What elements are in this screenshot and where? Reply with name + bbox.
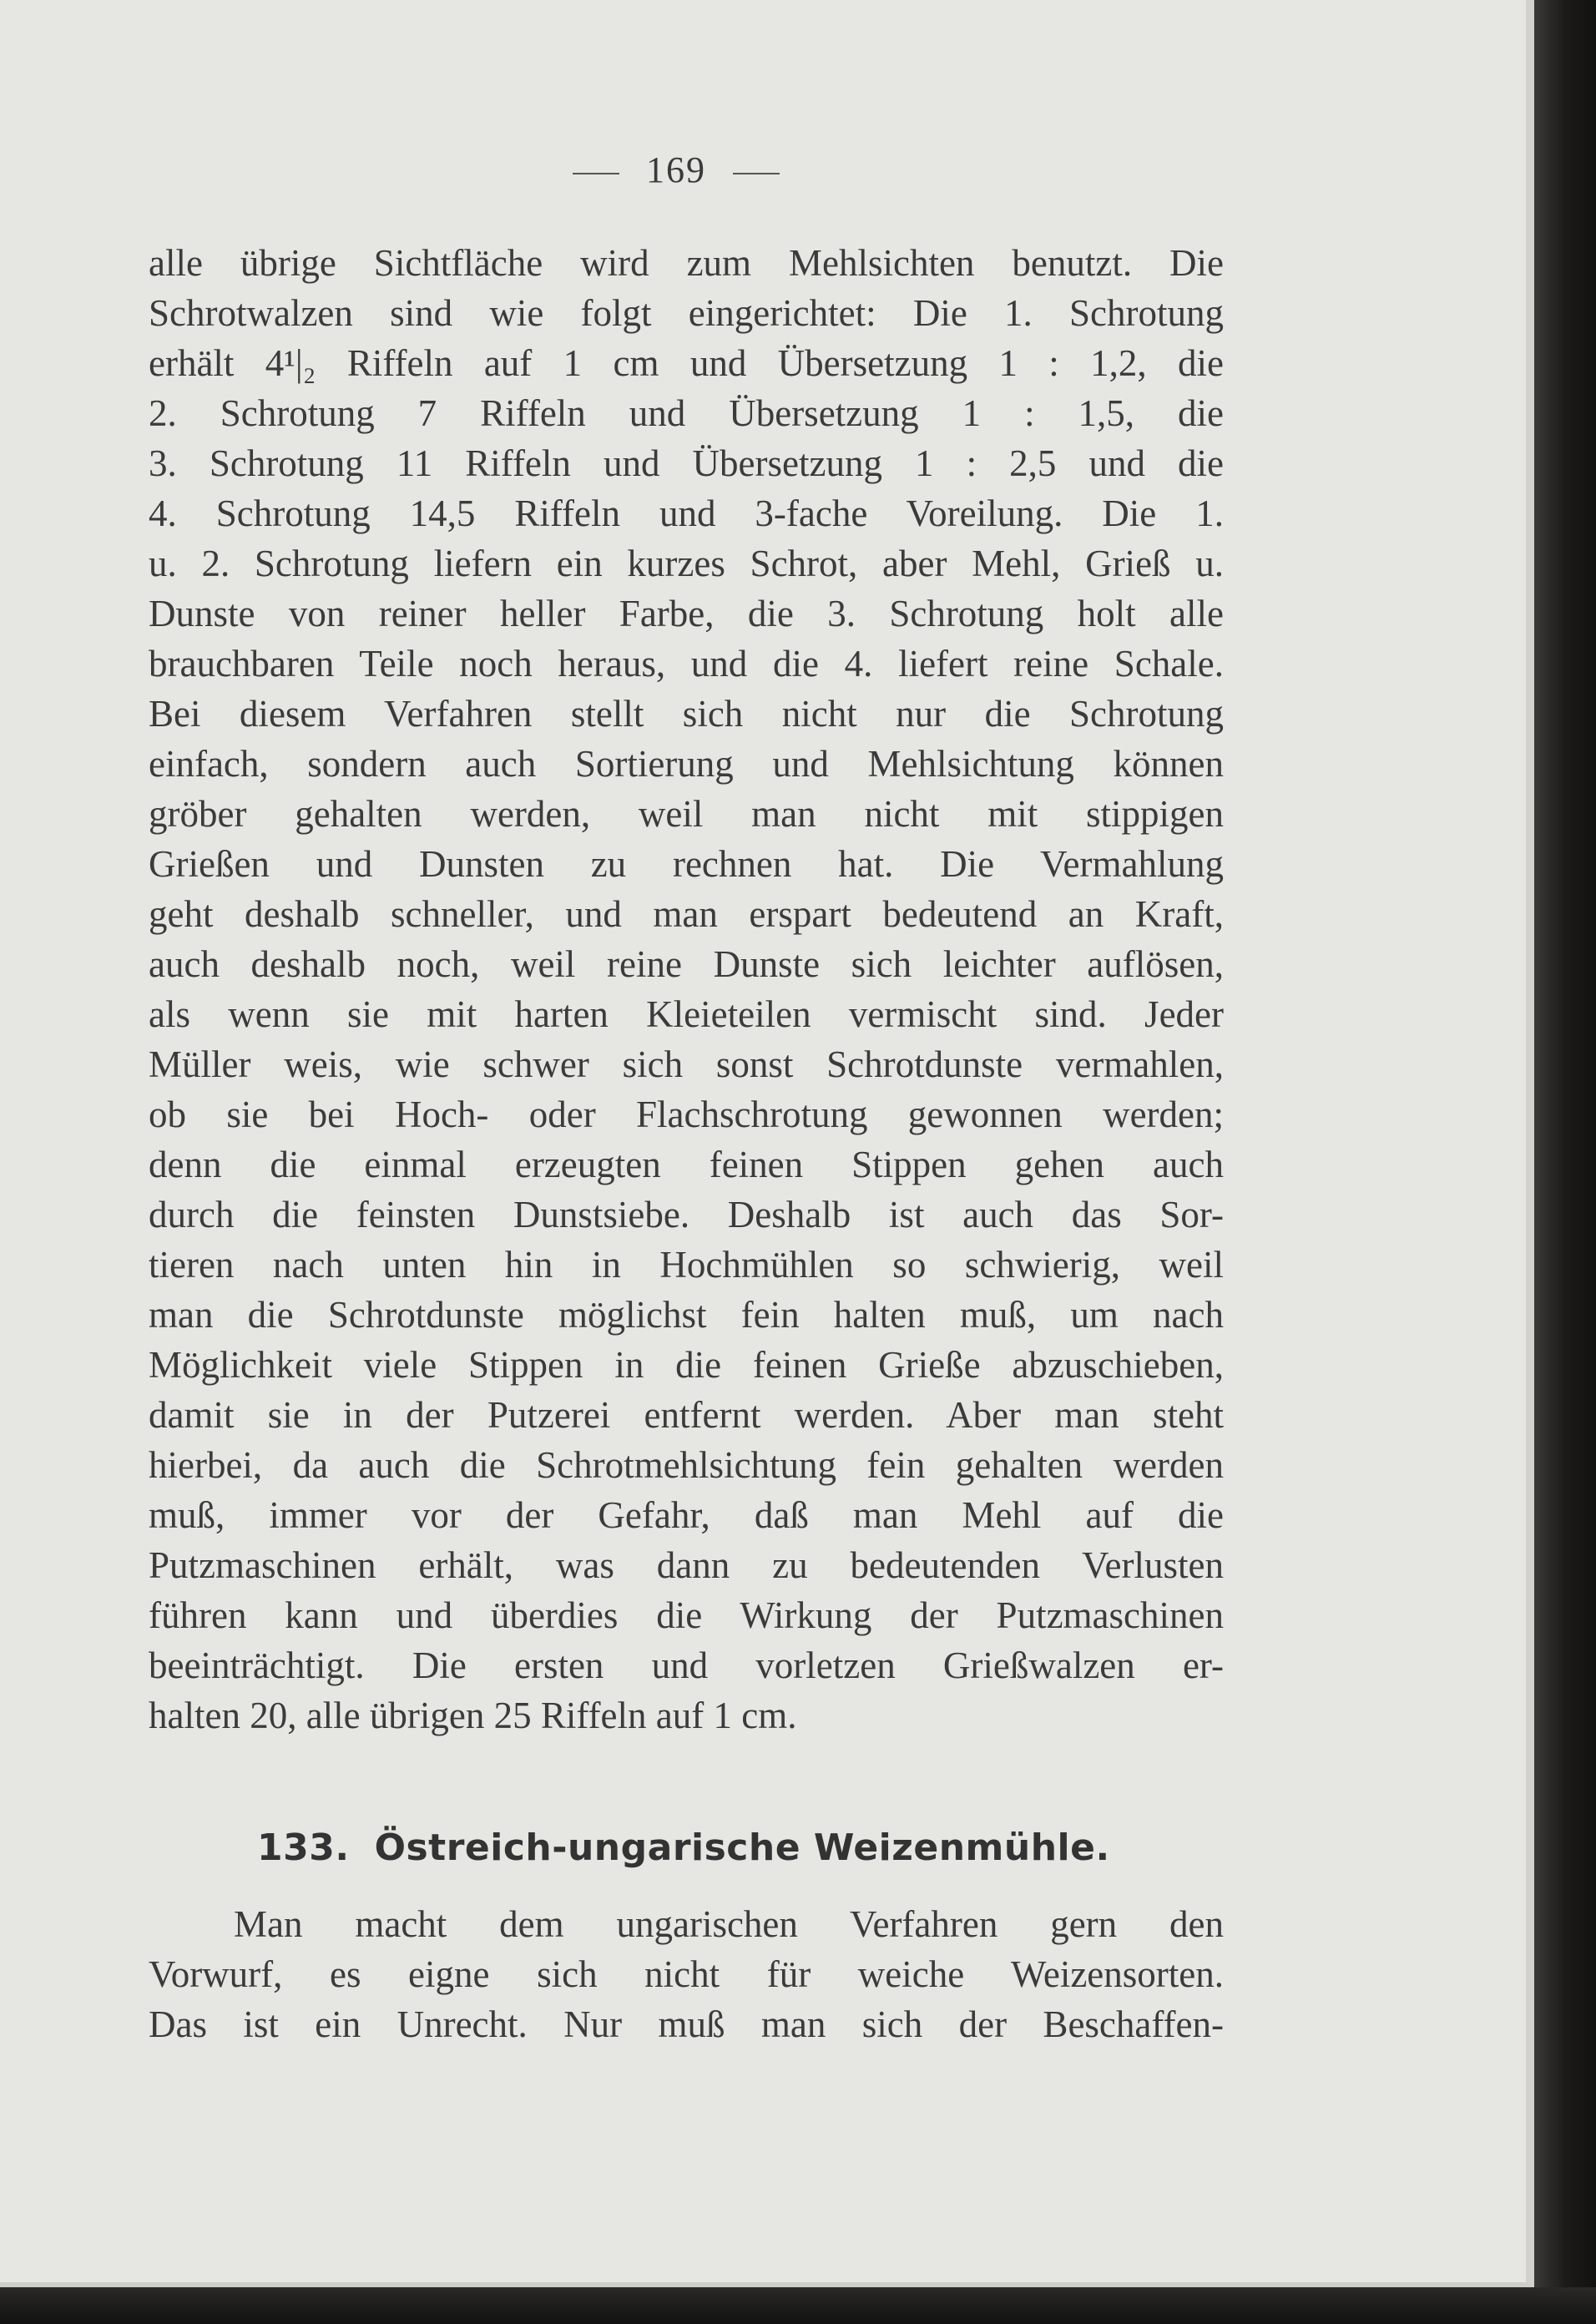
text-line: u. 2. Schrotung liefern ein kurzes Schrot, aber Mehl, Grieß u.: [149, 543, 1224, 584]
section-heading: [257, 1826, 1110, 1869]
section-number: 133.: [257, 1826, 350, 1869]
text-line: 2. Schrotung 7 Riffeln und Übersetzung 1 : 1,5, die: [149, 392, 1224, 434]
text-line: Das ist ein Unrecht. Nur muß man sich der Beschaffen-: [149, 2003, 1224, 2045]
text-line: Müller weis, wie schwer sich sonst Schrotdunste vermahlen,: [149, 1043, 1224, 1085]
text-line: 4. Schrotung 14,5 Riffeln und 3-fache Voreilung. Die 1.: [149, 493, 1224, 534]
text-line: Schrotwalzen sind wie folgt eingerichtet: Die 1. Schrotung: [149, 292, 1224, 334]
text-line: Grießen und Dunsten zu rechnen hat. Die Vermahlung: [149, 843, 1224, 885]
text-line: alle übrige Sichtfläche wird zum Mehlsichten benutzt. Die: [149, 242, 1224, 284]
text-line: Man macht dem ungarischen Verfahren gern den: [234, 1903, 1224, 1945]
text-line: hierbei, da auch die Schrotmehlsichtung fein gehalten werden: [149, 1444, 1224, 1486]
text-line: Möglichkeit viele Stippen in die feinen Grieße abzuschieben,: [149, 1344, 1224, 1386]
text-line: damit sie in der Putzerei entfernt werden. Aber man steht: [149, 1394, 1224, 1436]
text-line: man die Schrotdunste möglichst fein halten muß, um nach: [149, 1294, 1224, 1336]
text-line: halten 20, alle übrigen 25 Riffeln auf 1 cm.: [149, 1695, 797, 1736]
text-line: geht deshalb schneller, und man erspart bedeutend an Kraft,: [149, 893, 1224, 935]
text-line: denn die einmal erzeugten feinen Stippen gehen auch: [149, 1144, 1224, 1185]
section-title: Östreich-ungarische Weizenmühle.: [374, 1826, 1110, 1869]
text-line: als wenn sie mit harten Kleieteilen vermischt sind. Jeder: [149, 993, 1224, 1035]
page-edge-shadow: [1534, 0, 1596, 2324]
text-line: führen kann und überdies die Wirkung der Putzmaschinen: [149, 1594, 1224, 1636]
text-line: beeinträchtigt. Die ersten und vorletzen Grießwalzen er-: [149, 1644, 1224, 1686]
paragraph-body: [149, 1899, 1224, 2049]
text-line: muß, immer vor der Gefahr, daß man Mehl auf die: [149, 1494, 1224, 1536]
text-line: Vorwurf, es eigne sich nicht für weiche Weizensorten.: [149, 1953, 1224, 1995]
text-line: brauchbaren Teile noch heraus, und die 4. liefert reine Schale.: [149, 643, 1224, 685]
page-bottom-shadow: [0, 2287, 1596, 2324]
text-line: erhält 4¹|₂ Riffeln auf 1 cm und Übersetzung 1 : 1,2, die: [149, 342, 1224, 384]
text-line: durch die feinsten Dunstsiebe. Deshalb ist auch das Sor-: [149, 1194, 1224, 1235]
text-line: Putzmaschinen erhält, was dann zu bedeutenden Verlusten: [149, 1544, 1224, 1586]
text-line: 3. Schrotung 11 Riffeln und Übersetzung 1 : 2,5 und die: [149, 442, 1224, 484]
text-line: tieren nach unten hin in Hochmühlen so schwierig, weil: [149, 1244, 1224, 1286]
text-line: einfach, sondern auch Sortierung und Mehlsichtung können: [149, 743, 1224, 785]
text-line: Bei diesem Verfahren stellt sich nicht nur die Schrotung: [149, 693, 1224, 735]
page-number: [0, 149, 1352, 191]
dash-left: [573, 173, 619, 174]
text-line: ob sie bei Hoch- oder Flachschrotung gewonnen werden;: [149, 1094, 1224, 1135]
text-line: Dunste von reiner heller Farbe, die 3. Schrotung holt alle: [149, 593, 1224, 634]
text-line: gröber gehalten werden, weil man nicht mit stippigen: [149, 793, 1224, 835]
paragraph-body: [149, 238, 1224, 1740]
text-line: auch deshalb noch, weil reine Dunste sich leichter auflösen,: [149, 943, 1224, 985]
dash-right: [733, 173, 780, 174]
page-number-value: 169: [646, 149, 706, 190]
